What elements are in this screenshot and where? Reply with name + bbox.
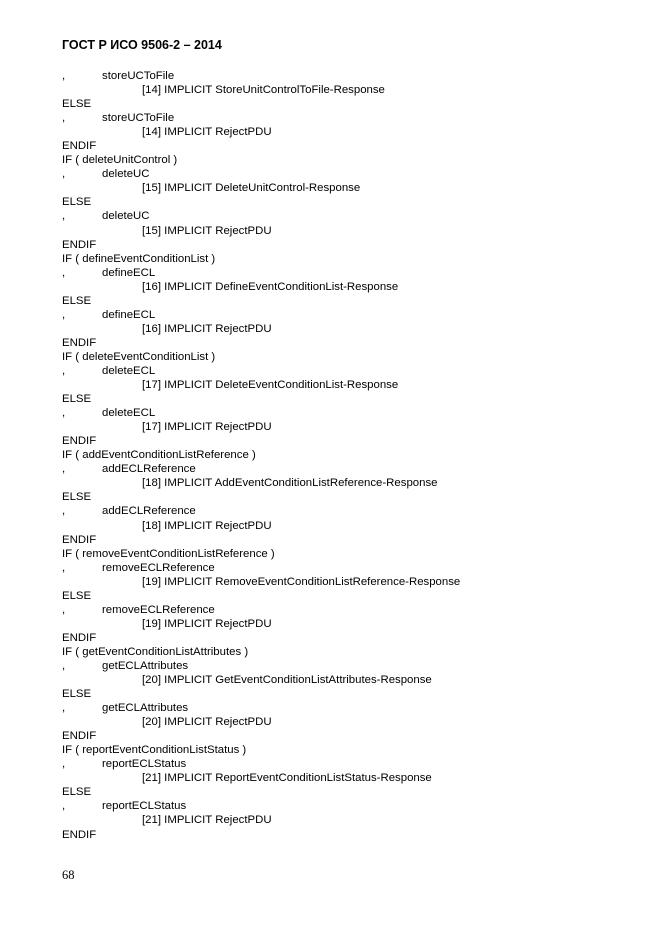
code-identifier: deleteUC	[102, 168, 150, 181]
code-keyword: ,	[62, 112, 66, 125]
code-keyword: ENDIF	[62, 631, 97, 644]
code-type-tag: [15] IMPLICIT RejectPDU	[142, 224, 272, 237]
code-keyword: ENDIF	[62, 336, 97, 349]
code-line	[62, 448, 622, 462]
code-type-tag: [14] IMPLICIT RejectPDU	[142, 126, 272, 139]
code-line	[62, 153, 622, 167]
code-line	[62, 743, 622, 757]
code-type-tag: [18] IMPLICIT RejectPDU	[142, 519, 272, 532]
code-line	[62, 392, 622, 406]
code-line	[62, 195, 622, 209]
code-keyword: IF ( deleteEventConditionList )	[62, 350, 216, 363]
code-keyword: ,	[62, 800, 66, 813]
code-line	[62, 350, 622, 364]
code-keyword: ,	[62, 702, 66, 715]
code-type-tag: [20] IMPLICIT GetEventConditionListAttributes-Response	[142, 674, 432, 687]
code-line	[62, 715, 622, 729]
code-identifier: reportECLStatus	[102, 758, 187, 771]
code-keyword: ,	[62, 659, 66, 672]
code-line	[62, 490, 622, 504]
code-line	[62, 336, 622, 350]
code-line	[62, 547, 622, 561]
code-identifier: defineECL	[102, 266, 156, 279]
code-line	[62, 364, 622, 378]
code-identifier: deleteECL	[102, 364, 156, 377]
code-keyword: IF ( defineEventConditionList )	[62, 252, 216, 265]
code-line	[62, 308, 622, 322]
code-line	[62, 701, 622, 715]
code-line	[62, 462, 622, 476]
code-line	[62, 420, 622, 434]
code-identifier: storeUCToFile	[102, 112, 175, 125]
code-line	[62, 238, 622, 252]
code-line	[62, 617, 622, 631]
code-line	[62, 603, 622, 617]
code-keyword: ENDIF	[62, 533, 97, 546]
code-keyword: IF ( removeEventConditionListReference )	[62, 547, 275, 560]
code-line	[62, 799, 622, 813]
code-identifier: addECLReference	[102, 463, 196, 476]
code-keyword: ,	[62, 758, 66, 771]
code-line	[62, 125, 622, 139]
code-type-tag: [16] IMPLICIT RejectPDU	[142, 322, 272, 335]
asn1-code-block	[62, 69, 622, 842]
code-identifier: deleteECL	[102, 407, 156, 420]
code-line	[62, 111, 622, 125]
code-keyword: ENDIF	[62, 730, 97, 743]
code-keyword: ,	[62, 70, 66, 82]
code-keyword: ,	[62, 364, 66, 377]
code-type-tag: [18] IMPLICIT AddEventConditionListReference-Response	[142, 477, 438, 490]
code-line	[62, 757, 622, 771]
code-line	[62, 181, 622, 195]
code-type-tag: [19] IMPLICIT RemoveEventConditionListReference-Response	[142, 575, 461, 588]
code-keyword: ,	[62, 505, 66, 518]
code-line	[62, 139, 622, 153]
code-line	[62, 406, 622, 420]
code-keyword: ,	[62, 463, 66, 476]
code-line	[62, 687, 622, 701]
code-line	[62, 729, 622, 743]
code-line	[62, 771, 622, 785]
code-line	[62, 575, 622, 589]
code-line	[62, 224, 622, 238]
code-keyword: ENDIF	[62, 238, 97, 251]
code-identifier: removeECLReference	[102, 561, 215, 574]
code-identifier: addECLReference	[102, 505, 196, 518]
code-keyword: IF ( reportEventConditionListStatus )	[62, 744, 247, 757]
code-keyword: ENDIF	[62, 828, 97, 841]
code-keyword: ENDIF	[62, 435, 97, 448]
code-keyword: ,	[62, 561, 66, 574]
code-identifier: getECLAttributes	[102, 659, 189, 672]
code-keyword: ELSE	[62, 196, 92, 209]
code-line	[62, 69, 622, 83]
code-line	[62, 785, 622, 799]
code-line	[62, 519, 622, 533]
code-type-tag: [15] IMPLICIT DeleteUnitControl-Response	[142, 182, 361, 195]
code-line	[62, 378, 622, 392]
code-type-tag: [17] IMPLICIT DeleteEventConditionList-Response	[142, 379, 399, 392]
code-keyword: ELSE	[62, 688, 92, 701]
code-line	[62, 266, 622, 280]
code-identifier: defineECL	[102, 308, 156, 321]
code-line	[62, 828, 622, 842]
code-keyword: IF ( addEventConditionListReference )	[62, 449, 256, 462]
code-line	[62, 476, 622, 490]
code-line	[62, 673, 622, 687]
code-type-tag: [19] IMPLICIT RejectPDU	[142, 617, 272, 630]
code-type-tag: [20] IMPLICIT RejectPDU	[142, 716, 272, 729]
code-line	[62, 533, 622, 547]
code-line	[62, 294, 622, 308]
code-type-tag: [17] IMPLICIT RejectPDU	[142, 421, 272, 434]
code-keyword: IF ( deleteUnitControl )	[62, 154, 178, 167]
code-identifier: getECLAttributes	[102, 702, 189, 715]
code-line	[62, 589, 622, 603]
code-line	[62, 504, 622, 518]
code-type-tag: [16] IMPLICIT DefineEventConditionList-Response	[142, 280, 399, 293]
code-type-tag: [14] IMPLICIT StoreUnitControlToFile-Response	[142, 84, 385, 97]
page-number: 68	[62, 868, 75, 882]
code-type-tag: [21] IMPLICIT RejectPDU	[142, 814, 272, 827]
code-keyword: ELSE	[62, 589, 92, 602]
code-keyword: ,	[62, 603, 66, 616]
code-keyword: ,	[62, 168, 66, 181]
code-keyword: ,	[62, 210, 66, 223]
code-identifier: storeUCToFile	[102, 70, 175, 82]
code-line	[62, 280, 622, 294]
document-header: ГОСТ Р ИСО 9506-2 – 2014	[62, 38, 222, 52]
code-line	[62, 645, 622, 659]
code-keyword: ENDIF	[62, 140, 97, 153]
code-line	[62, 167, 622, 181]
code-keyword: ELSE	[62, 786, 92, 799]
code-keyword: ELSE	[62, 491, 92, 504]
code-line	[62, 659, 622, 673]
code-identifier: reportECLStatus	[102, 800, 187, 813]
code-identifier: deleteUC	[102, 210, 150, 223]
code-keyword: IF ( getEventConditionListAttributes )	[62, 645, 249, 658]
code-line	[62, 83, 622, 97]
code-line	[62, 252, 622, 266]
code-line	[62, 322, 622, 336]
code-line	[62, 97, 622, 111]
code-identifier: removeECLReference	[102, 603, 215, 616]
code-keyword: ,	[62, 407, 66, 420]
code-line	[62, 631, 622, 645]
code-line	[62, 209, 622, 223]
code-keyword: ,	[62, 308, 66, 321]
code-line	[62, 561, 622, 575]
code-keyword: ELSE	[62, 294, 92, 307]
code-line	[62, 434, 622, 448]
code-type-tag: [21] IMPLICIT ReportEventConditionListStatus-Response	[142, 772, 432, 785]
code-line	[62, 813, 622, 827]
code-keyword: ,	[62, 266, 66, 279]
code-keyword: ELSE	[62, 98, 92, 111]
code-keyword: ELSE	[62, 393, 92, 406]
